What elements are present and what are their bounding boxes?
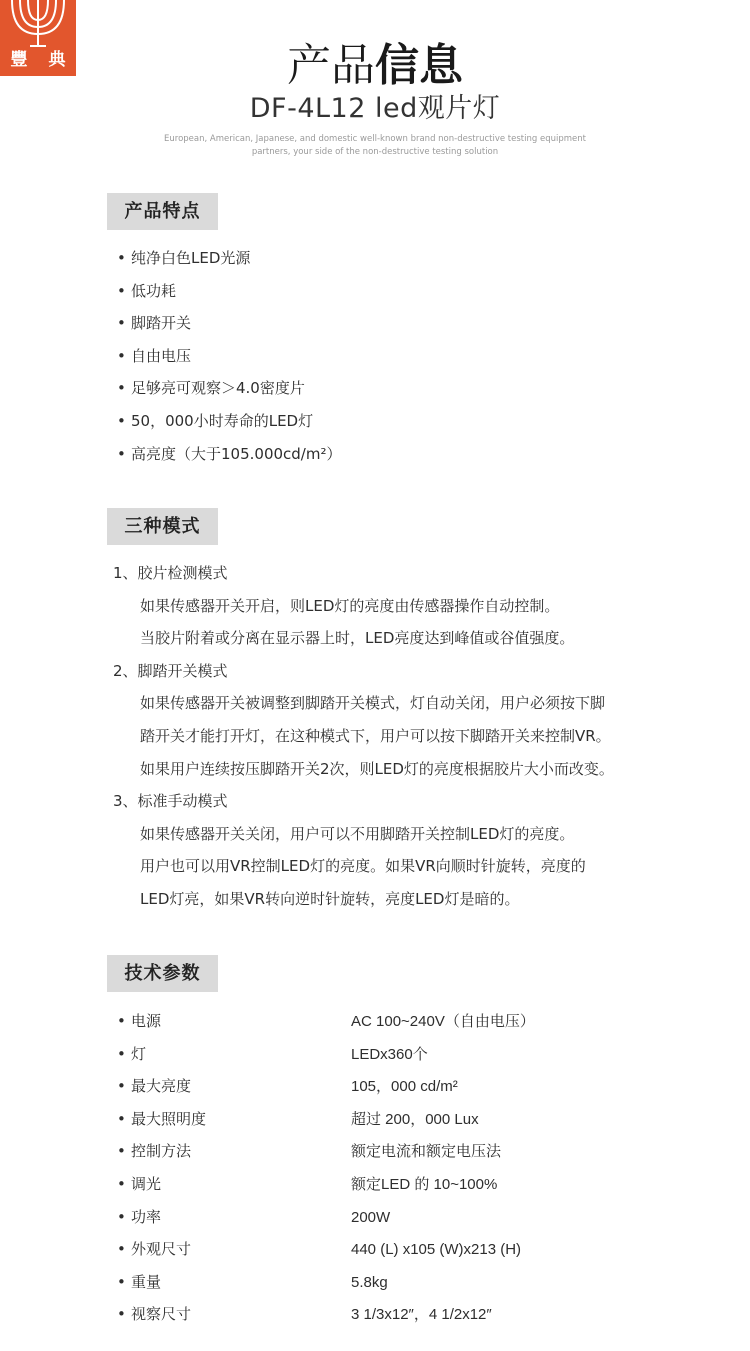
spec-label: 重量 <box>131 1272 162 1291</box>
mode-description-line: 用户也可以用VR控制LED灯的亮度。如果VR向顺时针旋转，亮度的 <box>140 857 586 876</box>
logo-char-right: 典 <box>48 50 66 70</box>
page-title <box>0 38 750 94</box>
spec-label: 功率 <box>131 1207 162 1226</box>
bullet-icon: • <box>117 1044 126 1063</box>
spec-value: AC 100~240V（自由电压） <box>351 1013 535 1030</box>
bullet-icon: • <box>117 1077 126 1096</box>
spec-value: 105，000 cd/m² <box>351 1078 458 1096</box>
feature-item <box>117 372 341 405</box>
feature-text: 低功耗 <box>131 281 177 300</box>
spec-row <box>117 1168 535 1201</box>
specs-heading: 技术参数 <box>107 955 218 992</box>
mode-description-line: 如果传感器开关关闭，用户可以不用脚踏开关控制LED灯的亮度。 <box>140 824 575 843</box>
feature-list <box>117 242 341 470</box>
feature-item <box>117 242 341 275</box>
feature-text: 50，000小时寿命的LED灯 <box>131 411 314 430</box>
bullet-icon: • <box>117 281 126 300</box>
bullet-icon: • <box>117 1109 126 1128</box>
spec-value: 200W <box>351 1208 391 1226</box>
tagline-line-1: European, American, Japanese, and domestic well-known brand non-destructive testing equipment <box>164 134 586 144</box>
spec-label: 外观尺寸 <box>131 1240 192 1259</box>
spec-table <box>117 1005 535 1331</box>
spec-label: 灯 <box>131 1044 147 1063</box>
spec-value: 额定LED 的 10~100% <box>351 1175 498 1193</box>
spec-value: 超过 200，000 Lux <box>351 1110 479 1128</box>
spec-row <box>117 1233 535 1266</box>
modes-heading: 三种模式 <box>107 508 218 545</box>
bullet-icon: • <box>117 1305 126 1324</box>
page-title-bold: 信息 <box>375 40 463 91</box>
spec-row <box>117 1135 535 1168</box>
feature-text: 自由电压 <box>131 346 192 365</box>
mode-description-line: 如果传感器开关开启，则LED灯的亮度由传感器操作自动控制。 <box>140 596 560 615</box>
features-heading: 产品特点 <box>107 193 218 230</box>
bullet-icon: • <box>117 1142 126 1161</box>
bullet-icon: • <box>117 1240 126 1259</box>
spec-row <box>117 1103 535 1136</box>
mode-description-line: 如果用户连续按压脚踏开关2次，则LED灯的亮度根据胶片大小而改变。 <box>140 759 614 778</box>
spec-label: 电源 <box>131 1012 162 1030</box>
spec-row <box>117 1266 535 1299</box>
bullet-icon: • <box>117 444 126 463</box>
bullet-icon: • <box>117 379 126 398</box>
spec-value: LEDx360个 <box>351 1045 428 1063</box>
spec-row <box>117 1005 535 1038</box>
bullet-icon: • <box>117 1272 126 1291</box>
bullet-icon: • <box>117 314 126 333</box>
feature-text: 脚踏开关 <box>131 314 192 333</box>
logo-char-left: 豐 <box>10 50 28 70</box>
bullet-icon: • <box>117 1174 126 1193</box>
feature-item <box>117 438 341 471</box>
feature-text: 足够亮可观察＞4.0密度片 <box>131 379 305 398</box>
mode-title: 1、胶片检测模式 <box>113 564 228 582</box>
spec-label: 视察尺寸 <box>131 1305 192 1324</box>
spec-label: 调光 <box>131 1174 162 1193</box>
bullet-icon: • <box>117 411 126 430</box>
mode-description-line: LED灯亮，如果VR转向逆时针旋转，亮度LED灯是暗的。 <box>140 889 520 908</box>
bullet-icon: • <box>117 346 126 365</box>
spec-row <box>117 1038 535 1071</box>
feature-text: 高亮度（大于105.000cd/m²） <box>131 444 342 463</box>
spec-row <box>117 1070 535 1103</box>
page-title-light: 产品 <box>287 40 375 91</box>
mode-title: 3、标准手动模式 <box>113 792 228 811</box>
feature-item <box>117 340 341 373</box>
mode-list <box>113 557 733 916</box>
spec-value: 额定电流和额定电压法 <box>351 1143 502 1161</box>
spec-row <box>117 1201 535 1234</box>
spec-label: 最大亮度 <box>131 1077 192 1096</box>
mode-title: 2、脚踏开关模式 <box>113 661 228 680</box>
mode-description-line: 如果传感器开关被调整到脚踏开关模式，灯自动关闭，用户必须按下脚 <box>140 694 606 713</box>
bullet-icon: • <box>117 1012 126 1030</box>
product-model-title: DF-4L12 led观片灯 <box>249 93 501 124</box>
mode-description-line: 当胶片附着或分离在显示器上时，LED亮度达到峰值或谷值强度。 <box>140 629 575 648</box>
feature-text: 纯净白色LED光源 <box>131 249 251 267</box>
bullet-icon: • <box>117 1207 126 1226</box>
spec-value: 440 (L) x105 (W)x213 (H) <box>351 1241 522 1259</box>
bullet-icon: • <box>117 249 126 267</box>
feature-item <box>117 405 341 438</box>
spec-value: 5.8kg <box>351 1273 388 1291</box>
spec-row <box>117 1298 535 1331</box>
feature-item <box>117 307 341 340</box>
spec-label: 最大照明度 <box>131 1109 207 1128</box>
tagline-line-2: partners, your side of the non-destructive testing solution <box>251 147 499 157</box>
mode-description-line: 踏开关才能打开灯，在这种模式下，用户可以按下脚踏开关来控制VR。 <box>140 726 611 745</box>
feature-item <box>117 275 341 308</box>
spec-label: 控制方法 <box>131 1142 192 1161</box>
spec-value: 3 1/3x12″，4 1/2x12″ <box>351 1306 492 1324</box>
